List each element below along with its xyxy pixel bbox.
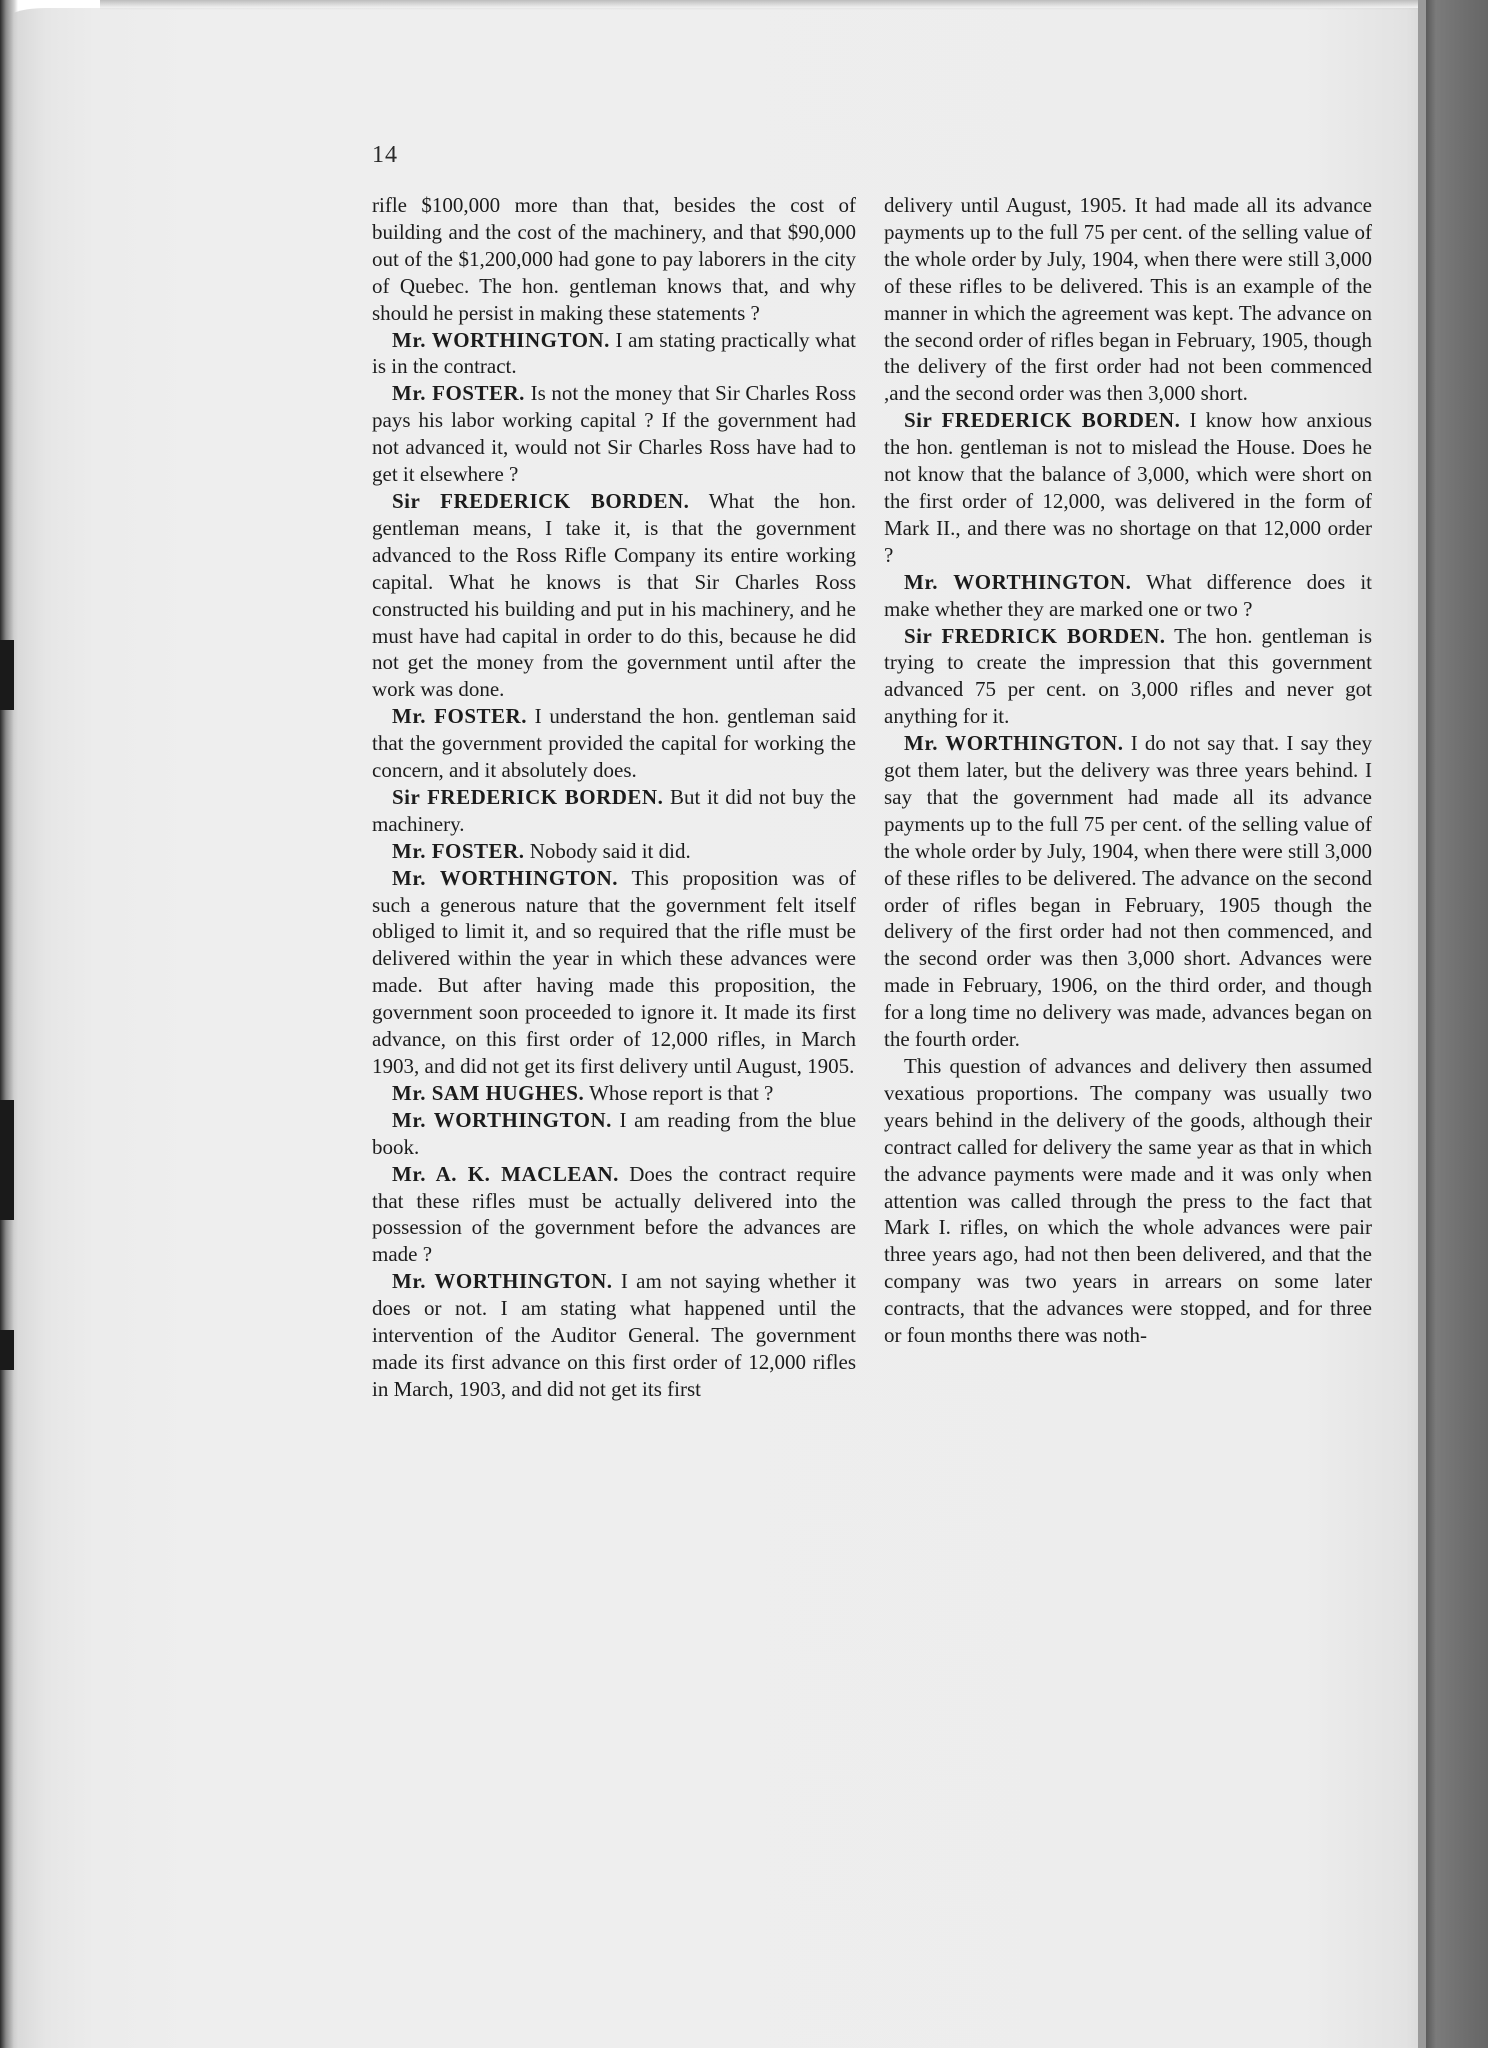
left-text-column — [372, 192, 856, 1403]
speaker-name: Mr. WORTHINGTON. — [392, 1269, 613, 1294]
speaker-name: Mr. FOSTER. — [392, 838, 525, 863]
paragraph-text: I understand the hon. gentleman said that the government provided the capital for working the concern, and it absolutely does. — [372, 704, 856, 783]
speaker-name: Mr. WORTHINGTON. — [392, 327, 610, 352]
paragraph-text: I do not say that. I say they got them later, but the delivery was three years behind. I say that the government had made all its advance payments up to the full 75 per cent. of the selling value of the whole order by July, 1904, when there were still 3,000 of these rifles to be delivered. The advance on the second order of rifles began in February, 1905 though the delivery of the first order had not then commenced, and the second order was then 3,000 short. Advances were made in February, 1906, on the third order, and though for a long time no delivery was made, advances began on the fourth order. — [884, 731, 1372, 1052]
paragraph — [884, 1053, 1372, 1349]
paragraph-text: Is not the money that Sir Charles Ross pays his labor working capital ? If the government had not advanced it, would not Sir Charles Ross have had to get it elsewhere ? — [372, 381, 857, 487]
speaker-name: Sir FREDERICK BORDEN. — [392, 488, 690, 513]
paragraph-text: I am not saying whether it does or not. I am stating what happened until the intervention of the Auditor General. The government made its first advance on this first order of 12,000 rifles in March, 1903, and did not get its first — [372, 1269, 856, 1401]
paragraph-text: What difference does it make whether they are marked one or two ? — [884, 569, 1372, 621]
speaker-name: Mr. WORTHINGTON. — [392, 865, 619, 890]
paragraph-text: Whose report is that ? — [589, 1080, 774, 1105]
paragraph — [372, 192, 856, 327]
paragraph — [372, 1080, 856, 1107]
paragraph-text: Nobody said it did. — [529, 838, 691, 863]
paragraph — [372, 488, 856, 703]
paragraph-text: I am stating practically what is in the contract. — [372, 327, 856, 379]
top-edge-shadow — [100, 0, 1426, 10]
paragraph — [372, 703, 856, 784]
left-edge-mark — [0, 640, 14, 710]
paragraph — [372, 1107, 856, 1161]
speaker-name: Sir FREDERICK BORDEN. — [392, 784, 664, 809]
paragraph-text: What the hon. gentleman means, I take it, is that the government advanced to the Ross Rifle Company its entire working capital. What he knows is that Sir Charles Ross constructed his building and put in his machinery, and he must have had capital in order to do this, because he did not get the money from the government until after the work was done. — [372, 488, 857, 702]
paragraph-text: delivery until August, 1905. It had made all its advance payments up to the full 75 per cent. of the selling value of the whole order by July, 1904, when there were still 3,000 of these rifles to be delivered. This is an example of the manner in which the agreement was kept. The advance on the second order of rifles began in February, 1905, though the delivery of the first order had not been commenced ,and the second order was then 3,000 short. — [884, 193, 1372, 406]
paragraph-text: The hon. gentleman is trying to create the impression that this government advanced 75 per cent. on 3,000 rifles and never got anything for it. — [884, 623, 1373, 729]
paragraph-text: I am reading from the blue book. — [372, 1107, 857, 1159]
speaker-name: Mr. FOSTER. — [392, 381, 525, 406]
paragraph — [372, 380, 856, 488]
binding-strip — [1426, 0, 1488, 2048]
page-number: 14 — [372, 142, 398, 168]
paragraph-text: I know how anxious the hon. gentleman is not to mislead the House. Does he not know that the balance of 3,000, which were short on the first order of 12,000, was delivered in the form of Mark II., and there was no shortage on that 12,000 order ? — [884, 408, 1373, 567]
left-edge-mark — [0, 1330, 14, 1370]
paragraph-text: This question of advances and delivery then assumed vexatious proportions. The company was usually two years behind in the delivery of the goods, although their contract called for delivery the same year as that in which the advance payments were made and it was only when attention was called through the press to the fact that Mark I. rifles, on which the whole advances were pair three years ago, had not then been delivered, and that the company was two years in arrears on some later contracts, that the advances were stopped, and for three or foun months there was noth- — [884, 1054, 1372, 1348]
paragraph — [884, 192, 1372, 407]
speaker-name: Mr. SAM HUGHES. — [392, 1080, 585, 1105]
speaker-name: Mr. WORTHINGTON. — [904, 569, 1132, 594]
paragraph — [884, 730, 1372, 1053]
right-text-column — [884, 192, 1372, 1349]
paragraph — [372, 1268, 856, 1403]
paragraph — [884, 623, 1372, 731]
speaker-name: Mr. WORTHINGTON. — [392, 1107, 612, 1132]
paragraph — [372, 838, 856, 865]
paragraph — [884, 407, 1372, 568]
paragraph — [372, 1161, 856, 1269]
binding-edge-light — [1418, 0, 1426, 2048]
paragraph — [884, 569, 1372, 623]
speaker-name: Mr. FOSTER. — [392, 704, 527, 729]
paragraph — [372, 865, 856, 1080]
speaker-name: Sir FREDERICK BORDEN. — [904, 408, 1181, 433]
speaker-name: Sir FREDRICK BORDEN. — [904, 623, 1166, 648]
paragraph-text: But it did not buy the machinery. — [372, 784, 857, 836]
left-edge-mark — [0, 1100, 14, 1220]
paragraph-text: This proposition was of such a generous nature that the government felt itself obliged to limit it, and so required that the rifle must be delivered within the year in which these advances were made. But after having made this proposition, the government soon proceeded to ignore it. It made its first advance, on this first order of 12,000 rifles, in March 1903, and did not get its first delivery until August, 1905. — [372, 865, 856, 1078]
paragraph — [372, 327, 856, 381]
left-torn-edge — [0, 0, 18, 2048]
paragraph — [372, 784, 856, 838]
speaker-name: Mr. WORTHINGTON. — [904, 731, 1124, 756]
paragraph-text: Does the contract require that these rifles must be actually delivered into the possession of the government before the advances are made ? — [372, 1161, 857, 1267]
speaker-name: Mr. A. K. MACLEAN. — [392, 1161, 619, 1186]
paragraph-text: rifle $100,000 more than that, besides the cost of building and the cost of the machinery, and that $90,000 out of the $1,200,000 had gone to pay laborers in the city of Quebec. The hon. gentleman knows that, and why should he persist in making these statements ? — [372, 193, 856, 325]
